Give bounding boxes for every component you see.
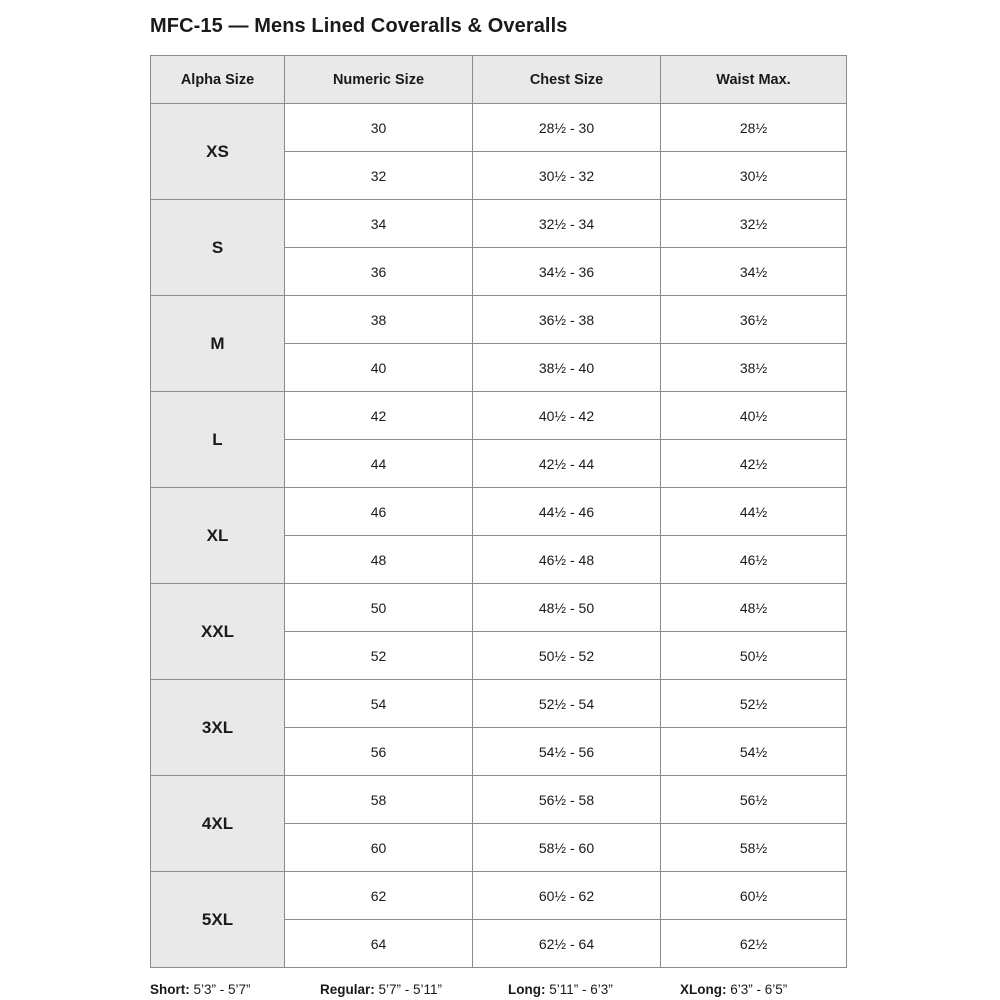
table-row	[151, 296, 847, 344]
chest-size-cell: 36½ - 38	[473, 296, 661, 344]
numeric-size-cell: 34	[285, 200, 473, 248]
legend-item-long	[508, 982, 680, 997]
chest-size-cell: 34½ - 36	[473, 248, 661, 296]
legend-value-short: 5’3” - 5’7”	[193, 982, 251, 997]
numeric-size-cell: 44	[285, 440, 473, 488]
waist-max-cell: 52½	[661, 680, 847, 728]
alpha-size-cell: L	[151, 392, 285, 488]
chest-size-cell: 28½ - 30	[473, 104, 661, 152]
waist-max-cell: 48½	[661, 584, 847, 632]
alpha-size-cell: 5XL	[151, 872, 285, 968]
waist-max-cell: 30½	[661, 152, 847, 200]
numeric-size-cell: 60	[285, 824, 473, 872]
table-row	[151, 584, 847, 632]
table-header	[151, 56, 847, 104]
waist-max-cell: 60½	[661, 872, 847, 920]
chest-size-cell: 62½ - 64	[473, 920, 661, 968]
chest-size-cell: 32½ - 34	[473, 200, 661, 248]
waist-max-cell: 46½	[661, 536, 847, 584]
numeric-size-cell: 30	[285, 104, 473, 152]
legend-label-xlong: XLong:	[680, 982, 727, 997]
waist-max-cell: 44½	[661, 488, 847, 536]
numeric-size-cell: 50	[285, 584, 473, 632]
waist-max-cell: 36½	[661, 296, 847, 344]
numeric-size-cell: 36	[285, 248, 473, 296]
table-row	[151, 488, 847, 536]
alpha-size-cell: XS	[151, 104, 285, 200]
inseam-length-legend	[150, 982, 850, 997]
chest-size-cell: 46½ - 48	[473, 536, 661, 584]
legend-item-regular	[320, 982, 508, 997]
waist-max-cell: 42½	[661, 440, 847, 488]
column-header-chest-size: Chest Size	[473, 56, 661, 104]
chest-size-cell: 48½ - 50	[473, 584, 661, 632]
table-row	[151, 200, 847, 248]
chest-size-cell: 60½ - 62	[473, 872, 661, 920]
alpha-size-cell: 3XL	[151, 680, 285, 776]
legend-item-short	[150, 982, 320, 997]
waist-max-cell: 54½	[661, 728, 847, 776]
waist-max-cell: 28½	[661, 104, 847, 152]
numeric-size-cell: 54	[285, 680, 473, 728]
alpha-size-cell: XXL	[151, 584, 285, 680]
numeric-size-cell: 32	[285, 152, 473, 200]
waist-max-cell: 56½	[661, 776, 847, 824]
waist-max-cell: 58½	[661, 824, 847, 872]
alpha-size-cell: S	[151, 200, 285, 296]
chest-size-cell: 38½ - 40	[473, 344, 661, 392]
chest-size-cell: 30½ - 32	[473, 152, 661, 200]
waist-max-cell: 32½	[661, 200, 847, 248]
table-row	[151, 680, 847, 728]
chest-size-cell: 54½ - 56	[473, 728, 661, 776]
alpha-size-cell: XL	[151, 488, 285, 584]
chest-size-cell: 42½ - 44	[473, 440, 661, 488]
numeric-size-cell: 56	[285, 728, 473, 776]
numeric-size-cell: 62	[285, 872, 473, 920]
legend-label-long: Long:	[508, 982, 546, 997]
chest-size-cell: 50½ - 52	[473, 632, 661, 680]
legend-value-regular: 5’7” - 5’11”	[378, 982, 443, 997]
page-title: MFC-15 — Mens Lined Coveralls & Overalls	[150, 15, 568, 37]
numeric-size-cell: 40	[285, 344, 473, 392]
waist-max-cell: 34½	[661, 248, 847, 296]
alpha-size-cell: M	[151, 296, 285, 392]
numeric-size-cell: 58	[285, 776, 473, 824]
table-row	[151, 392, 847, 440]
numeric-size-cell: 46	[285, 488, 473, 536]
numeric-size-cell: 42	[285, 392, 473, 440]
legend-label-regular: Regular:	[320, 982, 375, 997]
numeric-size-cell: 38	[285, 296, 473, 344]
legend-item-xlong	[680, 982, 850, 997]
chest-size-cell: 44½ - 46	[473, 488, 661, 536]
waist-max-cell: 50½	[661, 632, 847, 680]
waist-max-cell: 62½	[661, 920, 847, 968]
table-body	[151, 104, 847, 968]
column-header-alpha-size: Alpha Size	[151, 56, 285, 104]
size-chart-table	[150, 55, 847, 968]
waist-max-cell: 38½	[661, 344, 847, 392]
chest-size-cell: 58½ - 60	[473, 824, 661, 872]
table-row	[151, 776, 847, 824]
chest-size-cell: 56½ - 58	[473, 776, 661, 824]
chest-size-cell: 40½ - 42	[473, 392, 661, 440]
column-header-numeric-size: Numeric Size	[285, 56, 473, 104]
numeric-size-cell: 64	[285, 920, 473, 968]
legend-label-short: Short:	[150, 982, 190, 997]
numeric-size-cell: 48	[285, 536, 473, 584]
alpha-size-cell: 4XL	[151, 776, 285, 872]
legend-value-xlong: 6’3” - 6’5”	[730, 982, 788, 997]
column-header-waist-max: Waist Max.	[661, 56, 847, 104]
legend-value-long: 5’11” - 6’3”	[549, 982, 613, 997]
numeric-size-cell: 52	[285, 632, 473, 680]
waist-max-cell: 40½	[661, 392, 847, 440]
table-row	[151, 872, 847, 920]
chest-size-cell: 52½ - 54	[473, 680, 661, 728]
table-row	[151, 104, 847, 152]
table-header-row	[151, 56, 847, 104]
